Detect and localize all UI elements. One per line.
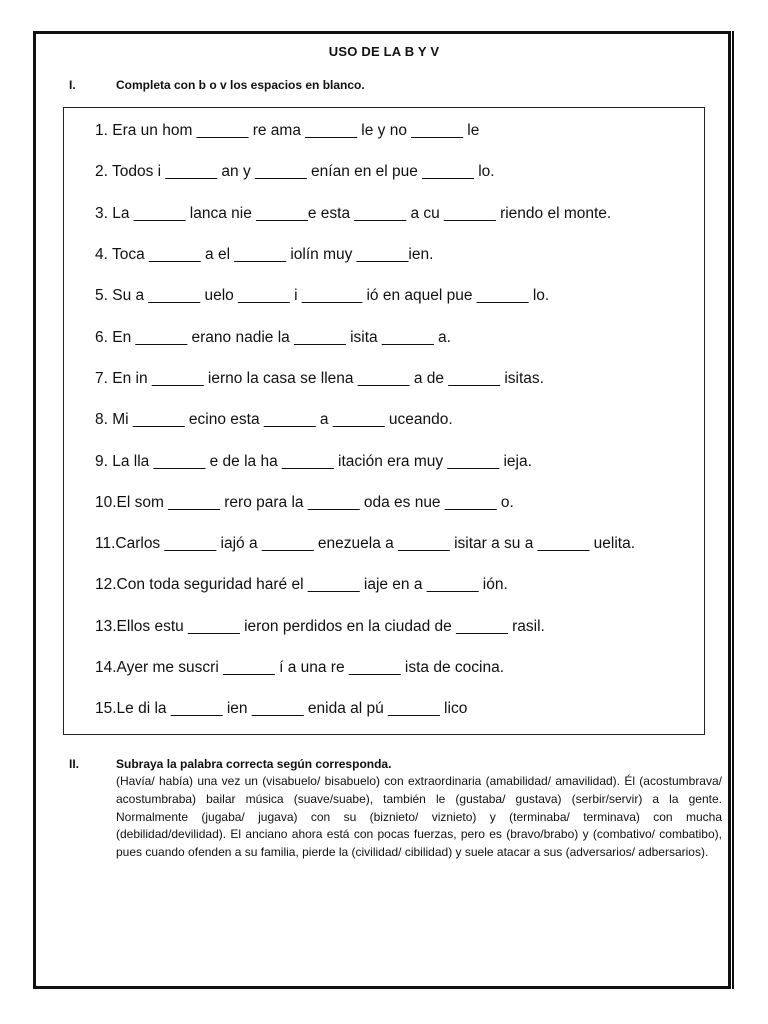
exercise-item: 12.Con toda seguridad haré el ______ iaje en a ______ ión. <box>95 576 508 593</box>
section-2-paragraph: (Havía/ había) una vez un (visabuelo/ bisabuelo) con extraordinaria (amabilidad/ amavilidad). Él (acostumbrava/ acostumbraba) bailar música (suave/suabe), también le (gustaba/ gustava) (serbir/servir) a la gente. Normalmente (jugaba/ jugava) con su (biznieto/ viznieto) y (terminaba/ terminava) con mucha (debilidad/devilidad). El anciano ahora está con pocas fuerzas, pero es (bravo/brabo) y (combativo/ combatibo), pues cuando ofenden a su familia, pierde la (civilidad/ cibilidad) y suele atacar a sus (adversarios/ adbersarios). <box>116 774 722 860</box>
exercise-item: 7. En in ______ ierno la casa se llena ______ a de ______ isitas. <box>95 370 544 387</box>
exercise-item: 15.Le di la ______ ien ______ enida al pú ______ lico <box>95 700 468 717</box>
section-2-number: II. <box>69 757 80 771</box>
exercise-item: 8. Mi ______ ecino esta ______ a ______ uceando. <box>95 411 453 428</box>
section-2-heading: Subraya la palabra correcta según corresponda. <box>116 757 392 771</box>
exercise-item: 9. La lla ______ e de la ha ______ itación era muy ______ ieja. <box>95 453 532 470</box>
exercise-item: 1. Era un hom ______ re ama ______ le y no ______ le <box>95 122 480 139</box>
page-title: USO DE LA B Y V <box>328 44 440 59</box>
section-1-heading: Completa con b o v los espacios en blanco. <box>116 78 365 92</box>
exercise-item: 4. Toca ______ a el ______ iolín muy ______ien. <box>95 246 434 263</box>
exercise-item: 5. Su a ______ uelo ______ i _______ ió en aquel pue ______ lo. <box>95 287 550 304</box>
exercise-item: 11.Carlos ______ iajó a ______ enezuela a ______ isitar a su a ______ uelita. <box>95 535 636 552</box>
exercise-item: 2. Todos i ______ an y ______ enían en el pue ______ lo. <box>95 163 495 180</box>
exercise-item: 3. La ______ lanca nie ______e esta ______ a cu ______ riendo el monte. <box>95 205 612 222</box>
section-1-number: I. <box>69 78 76 92</box>
exercise-item: 13.Ellos estu ______ ieron perdidos en la ciudad de ______ rasil. <box>95 618 545 635</box>
exercise-item: 6. En ______ erano nadie la ______ isita ______ a. <box>95 329 451 346</box>
exercise-item: 14.Ayer me suscri ______ í a una re ______ ista de cocina. <box>95 659 505 676</box>
exercise-item: 10.El som ______ rero para la ______ oda es nue ______ o. <box>95 494 514 511</box>
